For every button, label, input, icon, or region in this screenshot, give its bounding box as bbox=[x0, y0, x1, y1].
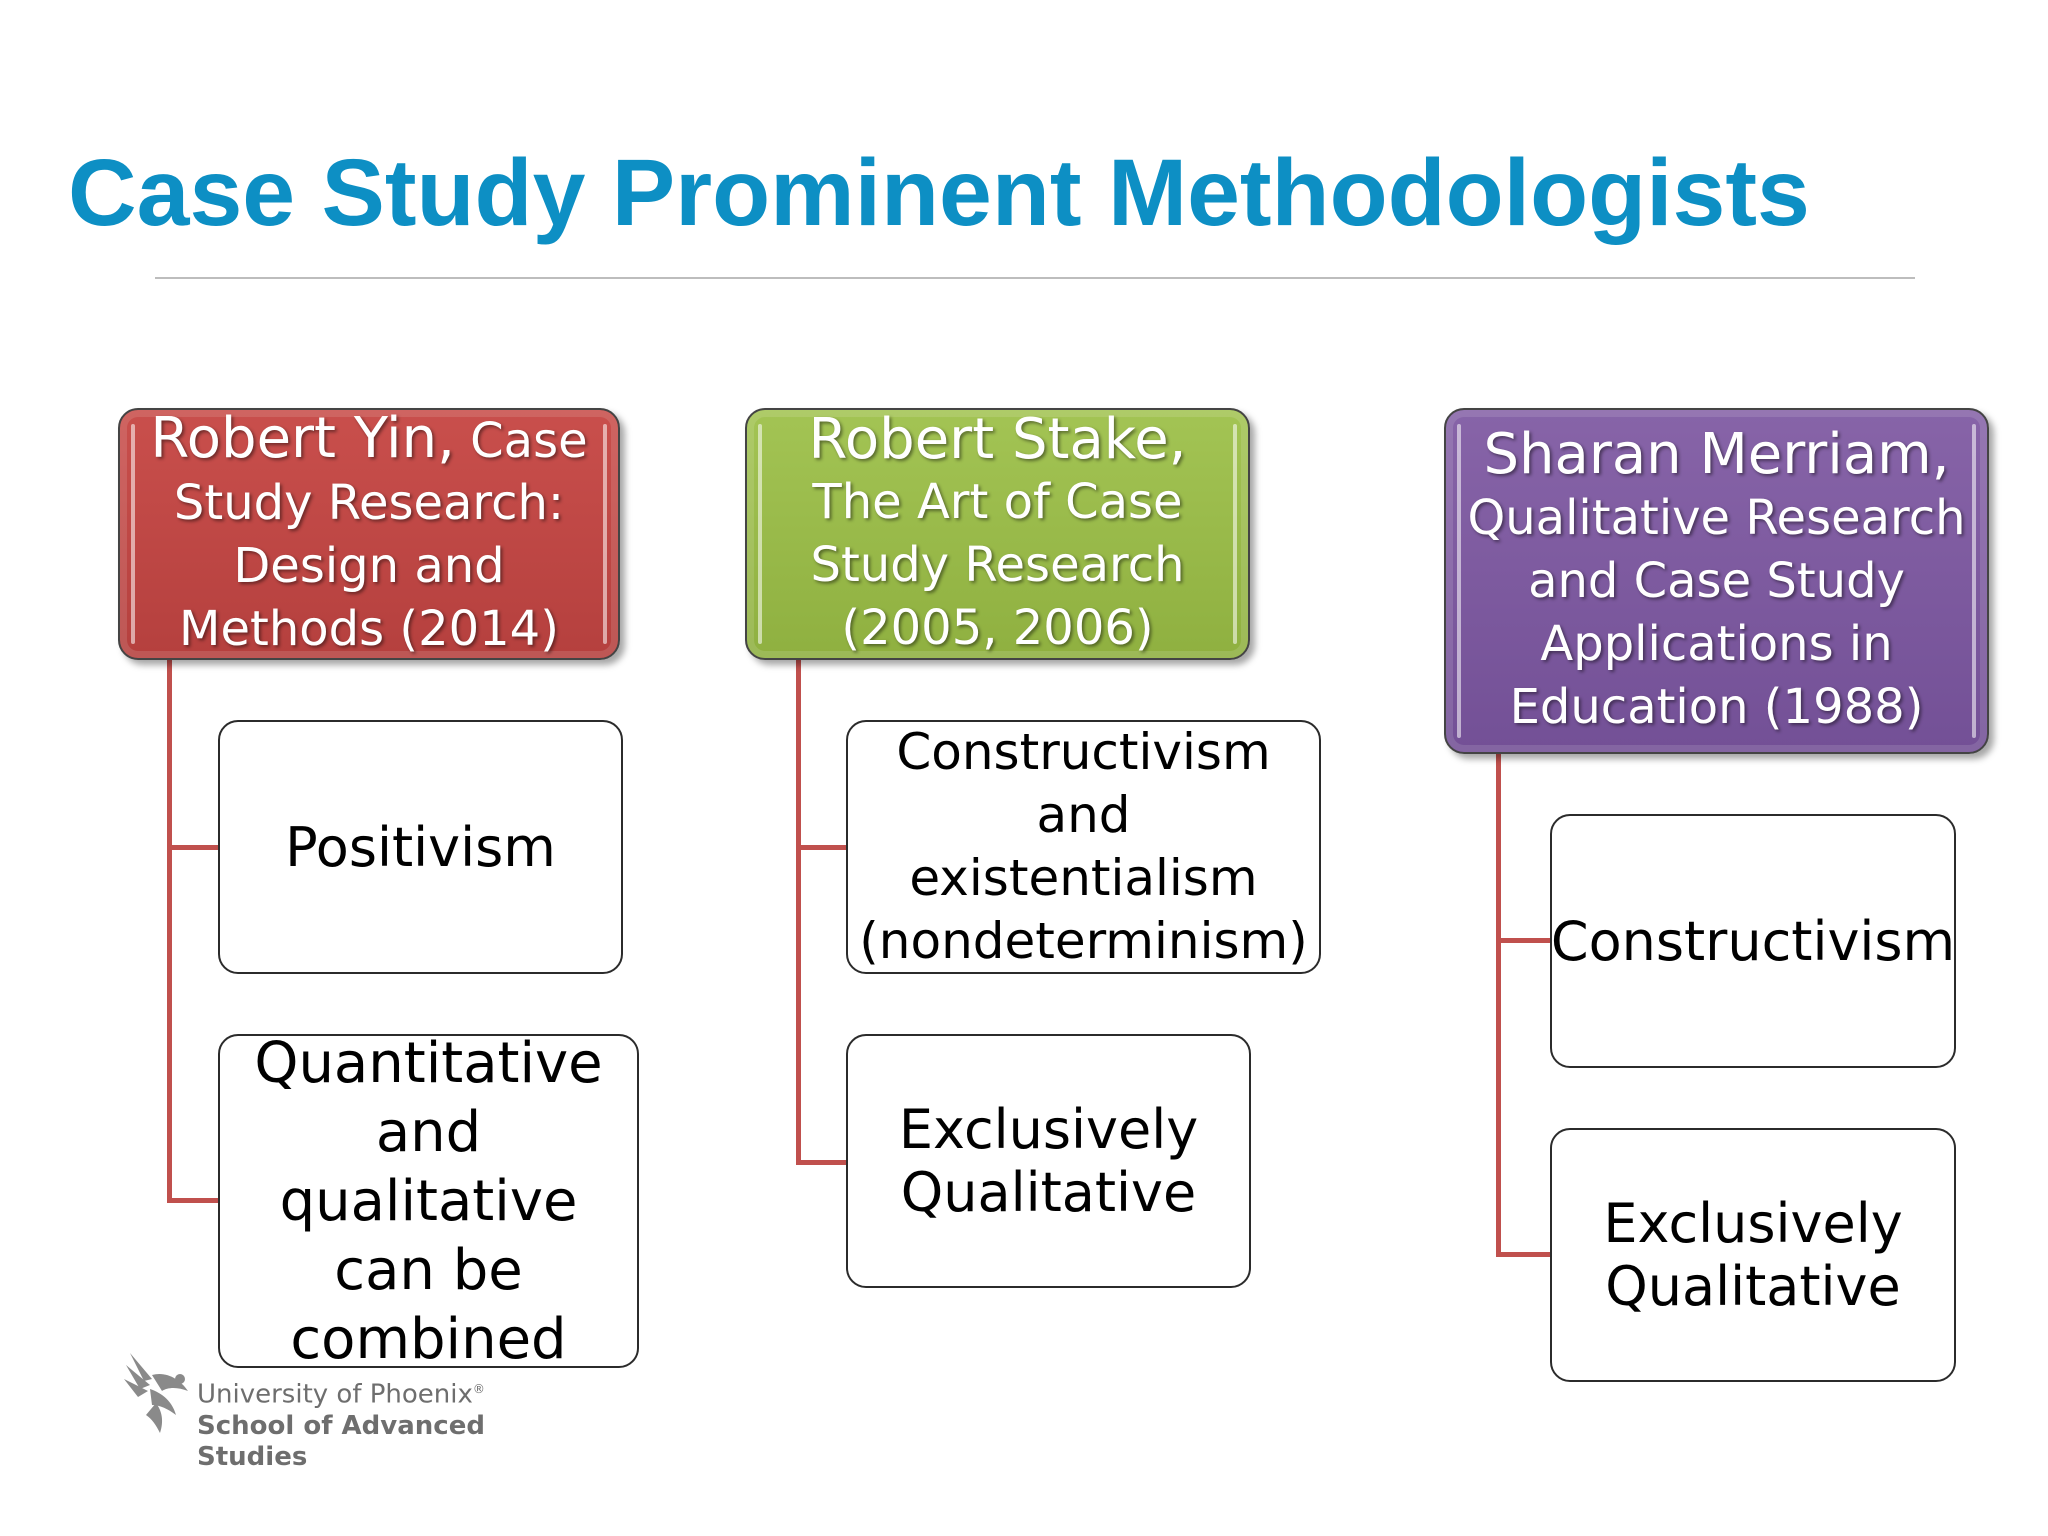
stake-child-constructivism-existentialism-text: Constructivism and existentialism (nondeterminism) bbox=[859, 723, 1308, 970]
yin-connector-branch-1 bbox=[167, 845, 220, 850]
yin-header-box bbox=[118, 408, 620, 660]
phoenix-logo-icon bbox=[122, 1345, 196, 1435]
logo-text bbox=[197, 1373, 485, 1473]
logo-school-line-2: Studies bbox=[197, 1441, 308, 1472]
stake-child-constructivism-existentialism bbox=[846, 720, 1321, 974]
yin-header-line-2: Study Research: bbox=[173, 474, 565, 531]
yin-child-combined bbox=[218, 1030, 639, 1372]
logo-registered-mark: ® bbox=[472, 1382, 485, 1396]
stake-header-line-3: Study Research bbox=[810, 536, 1185, 593]
yin-child-positivism-text: Positivism bbox=[285, 815, 556, 879]
merriam-connector-trunk bbox=[1496, 754, 1501, 1257]
stake-connector-trunk bbox=[796, 660, 801, 1165]
stake-child-exclusively-qualitative bbox=[846, 1034, 1251, 1288]
title-divider bbox=[155, 277, 1915, 279]
merriam-header-line-3: and Case Study bbox=[1528, 553, 1905, 609]
logo-school-line-1: School of Advanced bbox=[197, 1410, 485, 1441]
merriam-header-box bbox=[1444, 408, 1989, 754]
yin-header-line-3: Design and bbox=[233, 537, 505, 594]
merriam-header-line-2: Qualitative Research bbox=[1467, 490, 1966, 546]
yin-connector-trunk bbox=[167, 660, 172, 1203]
logo-university-name: University of Phoenix bbox=[197, 1379, 473, 1410]
yin-child-positivism bbox=[218, 720, 623, 974]
merriam-child-constructivism-text: Constructivism bbox=[1550, 909, 1956, 973]
logo-university-line bbox=[197, 1373, 485, 1411]
stake-header-line-2: The Art of Case bbox=[812, 473, 1183, 530]
stake-connector-branch-1 bbox=[796, 845, 848, 850]
merriam-child-constructivism bbox=[1550, 814, 1956, 1068]
yin-header-name-suffix: Case bbox=[454, 412, 588, 469]
merriam-child-exclusively-qualitative-text: Exclusively Qualitative bbox=[1603, 1192, 1903, 1318]
merriam-header-line-4: Applications in bbox=[1540, 616, 1893, 672]
stake-header-name: Robert Stake, bbox=[808, 408, 1187, 472]
yin-header-name: Robert Yin, bbox=[150, 408, 455, 471]
yin-header-line-1 bbox=[150, 408, 587, 472]
yin-header-line-4: Methods (2014) bbox=[179, 600, 559, 657]
slide-title: Case Study Prominent Methodologists bbox=[68, 140, 1810, 246]
yin-child-combined-text: Quantitative and qualitative can be combined bbox=[254, 1030, 603, 1372]
merriam-child-exclusively-qualitative bbox=[1550, 1128, 1956, 1382]
stake-header-line-4: (2005, 2006) bbox=[841, 599, 1154, 656]
merriam-connector-branch-2 bbox=[1496, 1252, 1552, 1257]
merriam-header-name: Sharan Merriam, bbox=[1483, 422, 1950, 487]
stake-connector-branch-2 bbox=[796, 1160, 848, 1165]
merriam-header-line-5: Education (1988) bbox=[1509, 679, 1924, 735]
yin-connector-branch-2 bbox=[167, 1198, 220, 1203]
stake-child-exclusively-qualitative-text: Exclusively Qualitative bbox=[898, 1098, 1199, 1224]
merriam-connector-branch-1 bbox=[1496, 938, 1552, 943]
stake-header-box bbox=[745, 408, 1250, 660]
